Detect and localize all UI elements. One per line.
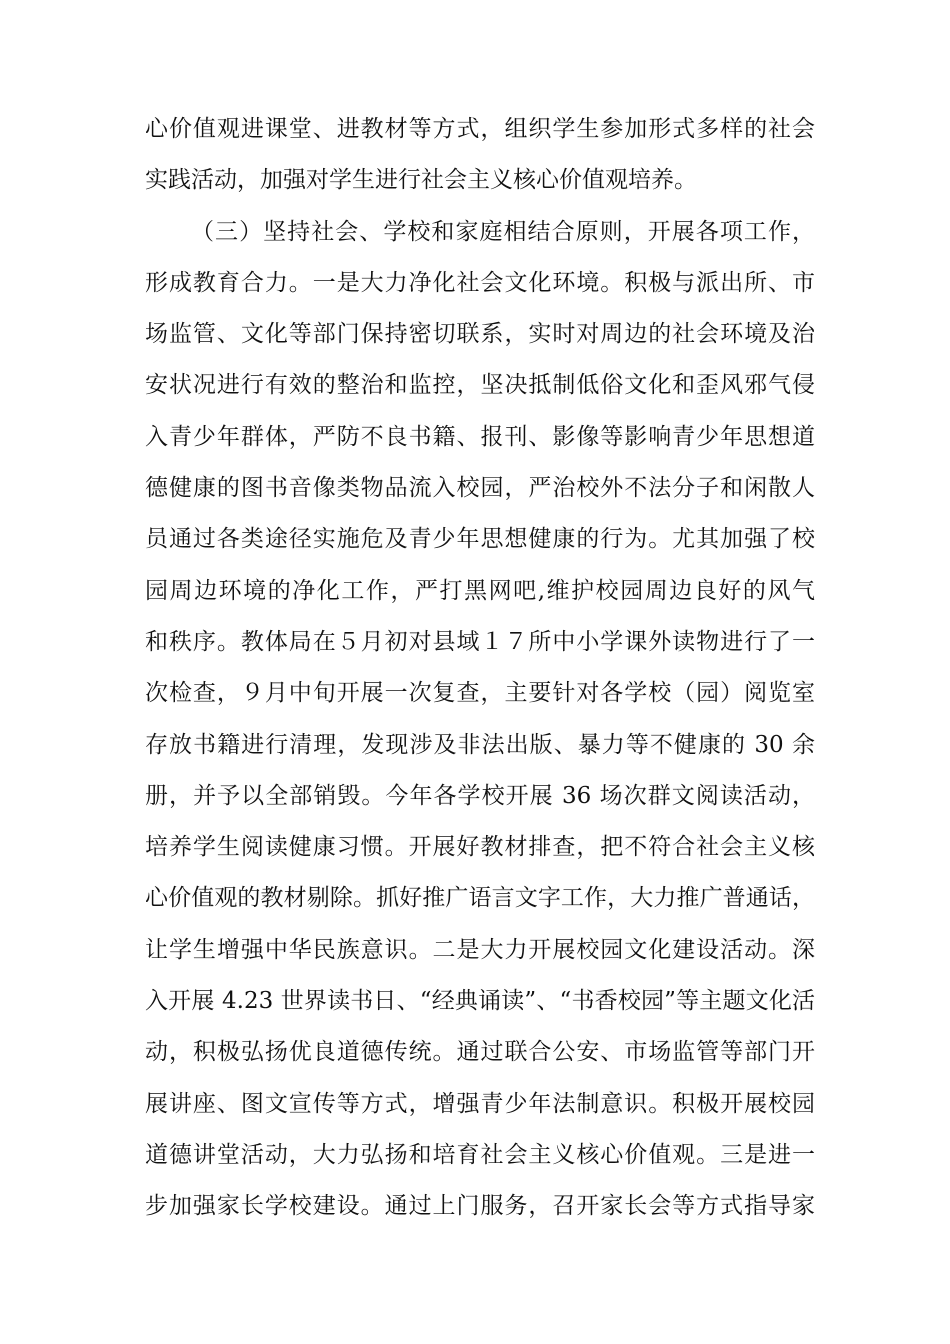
text-line: 存放书籍进行清理，发现涉及非法出版、暴力等不健康的 30 余 [145, 731, 815, 758]
text-line: 动，积极弘扬优良道德传统。通过联合公安、市场监管等部门开 [145, 1039, 815, 1066]
text-line: 实践活动，加强对学生进行社会主义核心价值观培养。 [145, 167, 697, 194]
text-line: 培养学生阅读健康习惯。开展好教材排查，把不符合社会主义核 [145, 834, 815, 861]
text-line: 道德讲堂活动，大力弘扬和培育社会主义核心价值观。三是进一 [145, 1141, 815, 1168]
text-line: 德健康的图书音像类物品流入校园，严治校外不法分子和闲散人 [145, 475, 815, 502]
text-line: 和秩序。教体局在５月初对县域１７所中小学课外读物进行了一 [145, 628, 815, 655]
text-line: 形成教育合力。一是大力净化社会文化环境。积极与派出所、市 [145, 269, 815, 296]
text-line: 册，并予以全部销毁。今年各学校开展 36 场次群文阅读活动， [145, 782, 815, 809]
text-line: 入开展 4.23 世界读书日、“经典诵读”、“书香校园”等主题文化活 [145, 988, 815, 1015]
text-line: 入青少年群体，严防不良书籍、报刊、影像等影响青少年思想道 [145, 423, 815, 450]
body-text [145, 104, 815, 1233]
text-line: 展讲座、图文宣传等方式，增强青少年法制意识。积极开展校园 [145, 1090, 815, 1117]
text-line: 园周边环境的净化工作，严打黑网吧,维护校园周边良好的风气 [145, 577, 815, 604]
text-line: 步加强家长学校建设。通过上门服务，召开家长会等方式指导家 [145, 1193, 815, 1220]
text-line: 员通过各类途径实施危及青少年思想健康的行为。尤其加强了校 [145, 526, 815, 553]
text-line: 心价值观的教材剔除。抓好推广语言文字工作，大力推广普通话， [145, 885, 815, 912]
text-line: 场监管、文化等部门保持密切联系，实时对周边的社会环境及治 [145, 321, 815, 348]
text-line: （三）坚持社会、学校和家庭相结合原则，开展各项工作， [191, 218, 815, 245]
text-line: 安状况进行有效的整治和监控，坚决抵制低俗文化和歪风邪气侵 [145, 372, 815, 399]
text-line: 心价值观进课堂、进教材等方式，组织学生参加形式多样的社会 [145, 116, 815, 142]
text-line: 让学生增强中华民族意识。二是大力开展校园文化建设活动。深 [145, 936, 815, 963]
text-line: 次检查，９月中旬开展一次复查，主要针对各学校（园）阅览室 [145, 680, 815, 707]
